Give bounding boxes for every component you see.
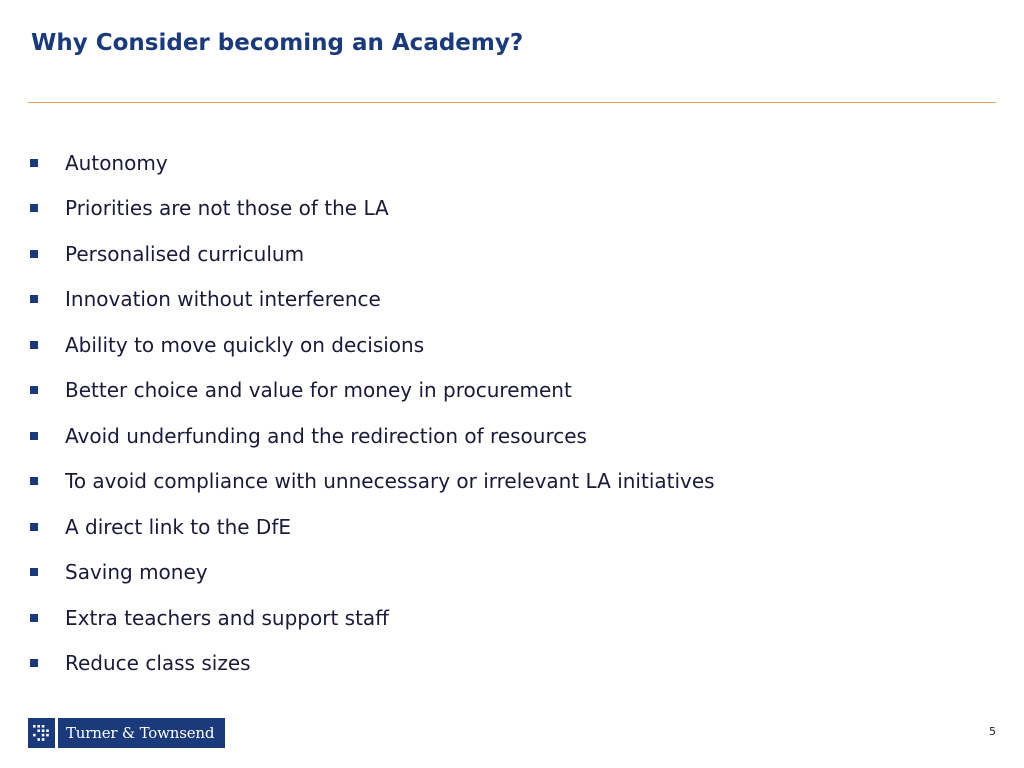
bullet-text: To avoid compliance with unnecessary or irrelevant LA initiatives	[65, 469, 715, 494]
square-bullet-icon	[30, 568, 38, 576]
bullet-item	[28, 595, 715, 641]
square-bullet-icon	[30, 659, 38, 667]
logo-wordmark: Turner & Townsend	[58, 718, 225, 748]
bullet-text: Autonomy	[65, 150, 168, 175]
bullet-item	[28, 277, 715, 323]
bullet-item	[28, 322, 715, 368]
square-bullet-icon	[30, 250, 38, 258]
bullet-text: Priorities are not those of the LA	[65, 196, 389, 221]
square-bullet-icon	[30, 614, 38, 622]
square-bullet-icon	[30, 477, 38, 485]
square-bullet-icon	[30, 204, 38, 212]
square-bullet-icon	[30, 386, 38, 394]
bullet-text: Reduce class sizes	[65, 651, 251, 676]
company-logo	[28, 718, 225, 748]
bullet-text: Ability to move quickly on decisions	[65, 332, 425, 357]
slide-title: Why Consider becoming an Academy?	[31, 30, 524, 56]
square-bullet-icon	[30, 523, 38, 531]
bullet-text: Better choice and value for money in procurement	[65, 378, 572, 403]
bullet-item	[28, 641, 715, 687]
square-bullet-icon	[30, 432, 38, 440]
bullet-text: Avoid underfunding and the redirection of resources	[65, 423, 587, 448]
bullet-item	[28, 550, 715, 596]
square-bullet-icon	[30, 159, 38, 167]
title-divider	[28, 102, 996, 103]
bullet-item	[28, 459, 715, 505]
square-bullet-icon	[30, 295, 38, 303]
bullet-item	[28, 186, 715, 232]
bullet-item	[28, 368, 715, 414]
bullet-item	[28, 231, 715, 277]
bullet-text: Innovation without interference	[65, 287, 381, 312]
bullet-item	[28, 504, 715, 550]
bullet-text: Saving money	[65, 560, 208, 585]
bullet-item	[28, 140, 715, 186]
bullet-text: Personalised curriculum	[65, 241, 305, 266]
dot-grid-logo-icon	[28, 718, 55, 748]
page-number: 5	[989, 725, 996, 738]
bullet-text: A direct link to the DfE	[65, 514, 291, 539]
bullet-text: Extra teachers and support staff	[65, 605, 389, 630]
bullet-list	[28, 140, 715, 686]
bullet-item	[28, 413, 715, 459]
square-bullet-icon	[30, 341, 38, 349]
